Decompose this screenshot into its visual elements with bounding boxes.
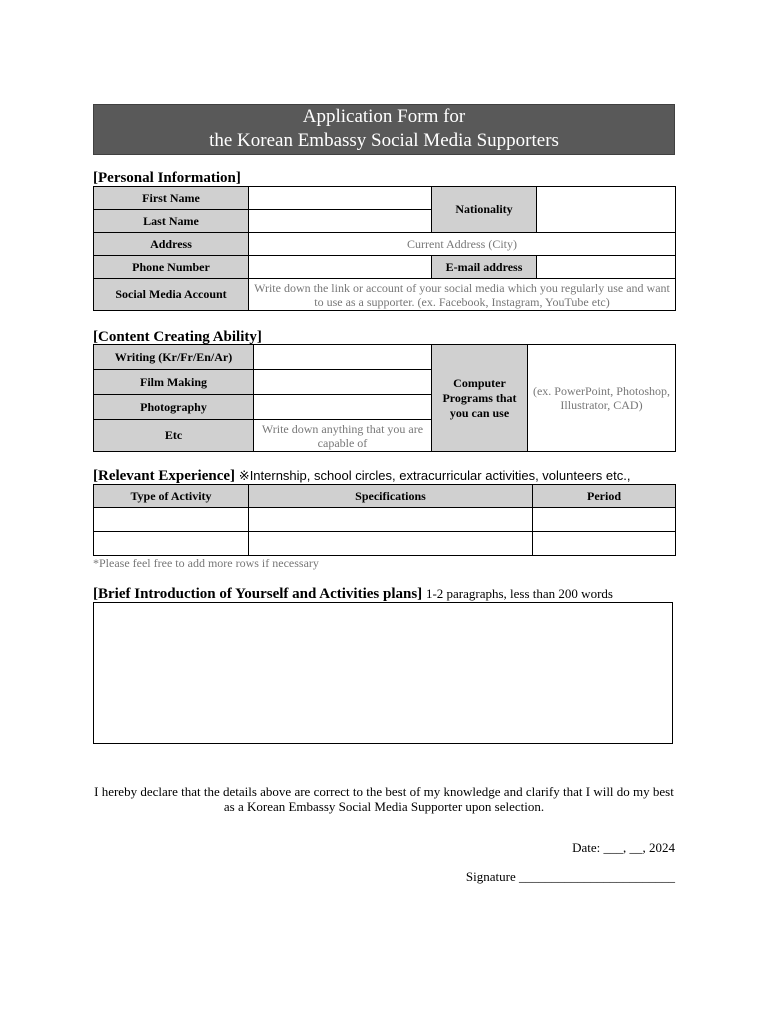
writing-field[interactable] [254, 345, 432, 370]
experience-table [93, 484, 676, 556]
specifications-cell[interactable] [249, 508, 533, 532]
intro-textarea[interactable] [93, 602, 673, 744]
date-line[interactable]: Date: ___, __, 2024 [572, 840, 675, 855]
photography-field[interactable] [254, 395, 432, 420]
nationality-label: Nationality [432, 187, 537, 233]
specifications-cell[interactable] [249, 532, 533, 556]
period-cell[interactable] [533, 532, 676, 556]
form-title-line1: Application Form for [302, 106, 466, 127]
etc-field[interactable]: Write down anything that you are capable of [254, 420, 432, 452]
last-name-label: Last Name [94, 210, 249, 233]
phone-label: Phone Number [94, 256, 249, 279]
last-name-field[interactable] [249, 210, 432, 233]
signature-line[interactable]: Signature ________________________ [465, 869, 675, 884]
activity-type-cell[interactable] [94, 508, 249, 532]
declaration-text: I hereby declare that the details above are correct to the best of my knowledge and clarify that I will do my best as a Korean Embassy Social Media Supporter upon selection. [94, 784, 674, 814]
personal-info-table [93, 186, 676, 311]
computer-programs-label: Computer Programs that you can use [432, 345, 528, 452]
intro-heading [93, 585, 613, 603]
email-label: E-mail address [432, 256, 537, 279]
period-cell[interactable] [533, 508, 676, 532]
intro-note: 1-2 paragraphs, less than 200 words [425, 586, 613, 601]
first-name-field[interactable] [249, 187, 432, 210]
form-title-line2: the Korean Embassy Social Media Supporters [209, 130, 559, 151]
period-header: Period [533, 485, 676, 508]
content-ability-heading: [Content Creating Ability] [93, 329, 262, 345]
nationality-field[interactable] [537, 187, 676, 233]
film-making-field[interactable] [254, 370, 432, 395]
table-row [94, 532, 676, 556]
experience-footnote: *Please feel free to add more rows if necessary [93, 556, 319, 570]
email-field[interactable] [537, 256, 676, 279]
social-media-label: Social Media Account [94, 279, 249, 311]
etc-label: Etc [94, 420, 254, 452]
film-making-label: Film Making [94, 370, 254, 395]
address-label: Address [94, 233, 249, 256]
specifications-header: Specifications [249, 485, 533, 508]
personal-info-heading: [Personal Information] [93, 170, 241, 186]
social-media-field[interactable]: Write down the link or account of your social media which you regularly use and want to use as a supporter. (ex. Facebook, Instagram, YouTube etc) [249, 279, 676, 311]
phone-field[interactable] [249, 256, 432, 279]
type-of-activity-header: Type of Activity [94, 485, 249, 508]
activity-type-cell[interactable] [94, 532, 249, 556]
experience-heading-text: [Relevant Experience] [93, 468, 236, 484]
writing-label: Writing (Kr/Fr/En/Ar) [94, 345, 254, 370]
form-title [93, 104, 675, 155]
intro-heading-text: [Brief Introduction of Yourself and Activities plans] [93, 586, 423, 602]
experience-heading [93, 467, 630, 485]
experience-note: ※Internship, school circles, extracurricular activities, volunteers etc., [238, 468, 631, 483]
address-field[interactable]: Current Address (City) [249, 233, 676, 256]
table-row [94, 508, 676, 532]
content-ability-table [93, 344, 676, 452]
first-name-label: First Name [94, 187, 249, 210]
photography-label: Photography [94, 395, 254, 420]
computer-programs-field[interactable]: (ex. PowerPoint, Photoshop, Illustrator, CAD) [528, 345, 676, 452]
